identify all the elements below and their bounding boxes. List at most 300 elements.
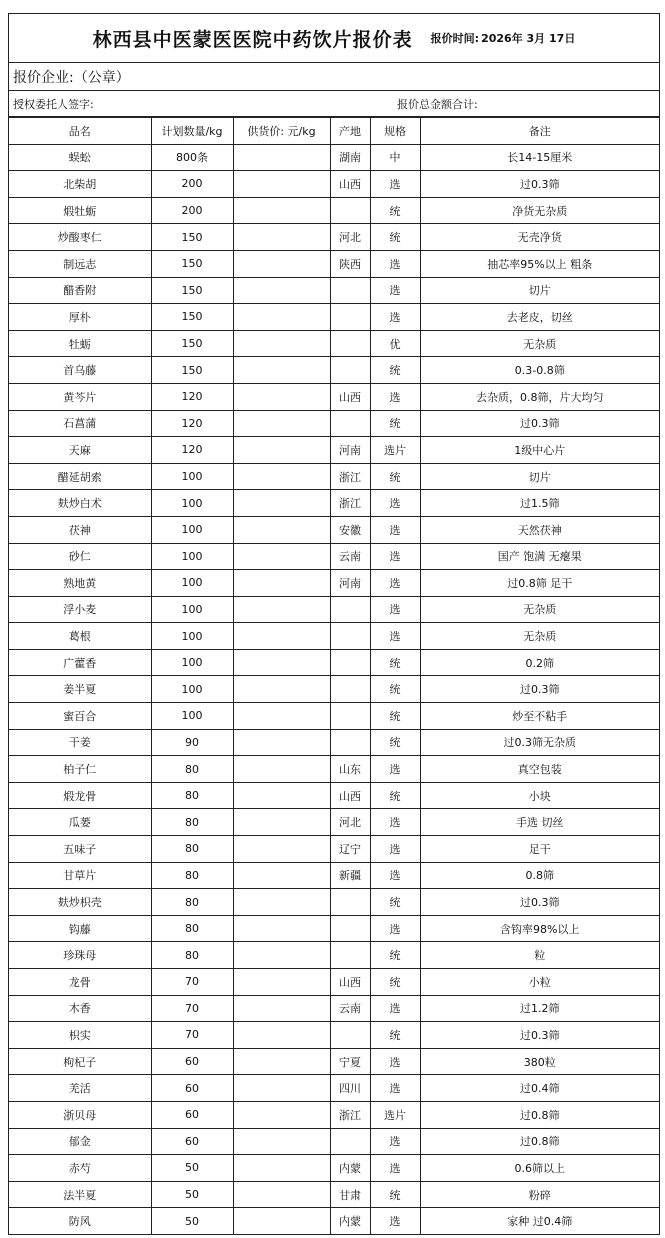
- cell-remarks: 粉碎: [420, 1181, 659, 1208]
- cell-quantity: 80: [151, 889, 233, 916]
- cell-origin: [330, 1128, 370, 1155]
- cell-quantity: 80: [151, 836, 233, 863]
- cell-quantity: 80: [151, 942, 233, 969]
- cell-remarks: 天然茯神: [420, 516, 659, 543]
- column-header-quantity: 计划数量/kg: [151, 118, 233, 145]
- table-row: [9, 676, 659, 703]
- cell-price[interactable]: [233, 1128, 330, 1155]
- cell-price[interactable]: [233, 1048, 330, 1075]
- price-sheet: [8, 13, 660, 1235]
- table-row: [9, 649, 659, 676]
- cell-origin: 浙江: [330, 463, 370, 490]
- cell-spec: 统: [370, 782, 420, 809]
- cell-remarks: 过0.3筛: [420, 676, 659, 703]
- cell-remarks: 切片: [420, 463, 659, 490]
- cell-quantity: 80: [151, 809, 233, 836]
- cell-remarks: 切片: [420, 277, 659, 304]
- date-value: 2026年 3月 17日: [481, 32, 576, 45]
- cell-remarks: 1级中心片: [420, 437, 659, 464]
- cell-price[interactable]: [233, 756, 330, 783]
- cell-spec: 选: [370, 1208, 420, 1235]
- cell-origin: 河南: [330, 437, 370, 464]
- cell-name: 瓜蒌: [9, 809, 151, 836]
- cell-remarks: 过0.3筛: [420, 889, 659, 916]
- cell-remarks: 过0.8筛: [420, 1128, 659, 1155]
- cell-quantity: 150: [151, 330, 233, 357]
- cell-remarks: 家种 过0.4筛: [420, 1208, 659, 1235]
- table-row: [9, 596, 659, 623]
- cell-spec: 选: [370, 809, 420, 836]
- cell-origin: 甘肃: [330, 1181, 370, 1208]
- cell-name: 蜜百合: [9, 703, 151, 730]
- cell-name: 法半夏: [9, 1181, 151, 1208]
- cell-name: 羌活: [9, 1075, 151, 1102]
- cell-quantity: 100: [151, 596, 233, 623]
- cell-quantity: 100: [151, 490, 233, 517]
- cell-spec: 统: [370, 463, 420, 490]
- cell-price[interactable]: [233, 862, 330, 889]
- cell-origin: 山西: [330, 969, 370, 996]
- cell-spec: 选: [370, 756, 420, 783]
- cell-name: 煅龙骨: [9, 782, 151, 809]
- cell-origin: 辽宁: [330, 836, 370, 863]
- cell-price[interactable]: [233, 1181, 330, 1208]
- cell-quantity: 80: [151, 862, 233, 889]
- cell-name: 茯神: [9, 516, 151, 543]
- cell-quantity: 60: [151, 1101, 233, 1128]
- cell-name: 赤芍: [9, 1155, 151, 1182]
- table-row: [9, 463, 659, 490]
- cell-price[interactable]: [233, 649, 330, 676]
- cell-origin: 宁夏: [330, 1048, 370, 1075]
- cell-origin: [330, 649, 370, 676]
- cell-quantity: 90: [151, 729, 233, 756]
- cell-origin: [330, 330, 370, 357]
- cell-name: 厚朴: [9, 304, 151, 331]
- table-row: [9, 1022, 659, 1049]
- cell-origin: 河北: [330, 224, 370, 251]
- cell-remarks: 过0.8筛: [420, 1101, 659, 1128]
- cell-name: 北柴胡: [9, 171, 151, 198]
- cell-quantity: 80: [151, 756, 233, 783]
- cell-price[interactable]: [233, 623, 330, 650]
- cell-spec: 选: [370, 1075, 420, 1102]
- cell-spec: 优: [370, 330, 420, 357]
- cell-price[interactable]: [233, 1208, 330, 1235]
- cell-price[interactable]: [233, 383, 330, 410]
- table-row: [9, 1075, 659, 1102]
- table-row: [9, 889, 659, 916]
- table-row: [9, 862, 659, 889]
- cell-price[interactable]: [233, 516, 330, 543]
- cell-price[interactable]: [233, 410, 330, 437]
- cell-name: 龙骨: [9, 969, 151, 996]
- cell-quantity: 60: [151, 1048, 233, 1075]
- cell-quantity: 80: [151, 782, 233, 809]
- cell-origin: 安徽: [330, 516, 370, 543]
- cell-origin: [330, 410, 370, 437]
- cell-price[interactable]: [233, 463, 330, 490]
- cell-remarks: 净货无杂质: [420, 197, 659, 224]
- cell-spec: 选: [370, 304, 420, 331]
- cell-quantity: 70: [151, 995, 233, 1022]
- cell-name: 郁金: [9, 1128, 151, 1155]
- cell-quantity: 120: [151, 383, 233, 410]
- sheet-title: 林西县中医蒙医医院中药饮片报价表: [92, 28, 413, 51]
- cell-spec: 统: [370, 889, 420, 916]
- cell-price[interactable]: [233, 889, 330, 916]
- cell-price[interactable]: [233, 809, 330, 836]
- cell-spec: 选: [370, 1155, 420, 1182]
- cell-origin: [330, 703, 370, 730]
- cell-origin: [330, 623, 370, 650]
- cell-quantity: 50: [151, 1208, 233, 1235]
- cell-remarks: 去杂质，0.8筛，片大均匀: [420, 383, 659, 410]
- cell-price[interactable]: [233, 676, 330, 703]
- cell-spec: 选: [370, 995, 420, 1022]
- table-row: [9, 277, 659, 304]
- cell-price[interactable]: [233, 277, 330, 304]
- cell-price[interactable]: [233, 304, 330, 331]
- cell-remarks: 小块: [420, 782, 659, 809]
- cell-spec: 统: [370, 676, 420, 703]
- cell-origin: 河北: [330, 809, 370, 836]
- cell-origin: [330, 915, 370, 942]
- cell-price[interactable]: [233, 570, 330, 597]
- cell-price[interactable]: [233, 1075, 330, 1102]
- cell-name: 珍珠母: [9, 942, 151, 969]
- cell-quantity: 150: [151, 224, 233, 251]
- cell-price[interactable]: [233, 596, 330, 623]
- cell-name: 甘草片: [9, 862, 151, 889]
- table-row: [9, 756, 659, 783]
- cell-origin: [330, 676, 370, 703]
- cell-spec: 选: [370, 383, 420, 410]
- cell-remarks: 手选 切丝: [420, 809, 659, 836]
- table-row: [9, 437, 659, 464]
- cell-quantity: 100: [151, 516, 233, 543]
- cell-name: 浙贝母: [9, 1101, 151, 1128]
- cell-spec: 选: [370, 1048, 420, 1075]
- cell-remarks: 0.2筛: [420, 649, 659, 676]
- cell-quantity: 70: [151, 1022, 233, 1049]
- cell-name: 天麻: [9, 437, 151, 464]
- table-row: [9, 224, 659, 251]
- cell-quantity: 100: [151, 543, 233, 570]
- cell-quantity: 200: [151, 197, 233, 224]
- table-row: [9, 357, 659, 384]
- cell-name: 首乌藤: [9, 357, 151, 384]
- cell-price[interactable]: [233, 1022, 330, 1049]
- cell-quantity: 60: [151, 1128, 233, 1155]
- table-row: [9, 703, 659, 730]
- cell-remarks: 无杂质: [420, 596, 659, 623]
- table-row: [9, 1155, 659, 1182]
- cell-origin: 四川: [330, 1075, 370, 1102]
- cell-spec: 选: [370, 570, 420, 597]
- cell-name: 葛根: [9, 623, 151, 650]
- cell-origin: 云南: [330, 995, 370, 1022]
- cell-name: 干姜: [9, 729, 151, 756]
- table-row: [9, 623, 659, 650]
- cell-price[interactable]: [233, 330, 330, 357]
- cell-price[interactable]: [233, 490, 330, 517]
- table-row: [9, 410, 659, 437]
- cell-price[interactable]: [233, 224, 330, 251]
- cell-quantity: 150: [151, 304, 233, 331]
- cell-origin: 新疆: [330, 862, 370, 889]
- cell-remarks: 真空包装: [420, 756, 659, 783]
- cell-quantity: 100: [151, 623, 233, 650]
- cell-price[interactable]: [233, 543, 330, 570]
- cell-remarks: 国产 饱满 无瘪果: [420, 543, 659, 570]
- cell-name: 麸炒白术: [9, 490, 151, 517]
- cell-origin: [330, 304, 370, 331]
- cell-spec: 统: [370, 1022, 420, 1049]
- cell-quantity: 200: [151, 171, 233, 198]
- cell-spec: 统: [370, 224, 420, 251]
- cell-price[interactable]: [233, 915, 330, 942]
- cell-name: 五味子: [9, 836, 151, 863]
- cell-origin: 山西: [330, 782, 370, 809]
- table-row: [9, 490, 659, 517]
- table-row: [9, 516, 659, 543]
- table-row: [9, 809, 659, 836]
- cell-quantity: 120: [151, 437, 233, 464]
- cell-name: 浮小麦: [9, 596, 151, 623]
- cell-spec: 统: [370, 729, 420, 756]
- table-body: [9, 144, 659, 1234]
- cell-origin: [330, 197, 370, 224]
- table-row: [9, 171, 659, 198]
- cell-name: 熟地黄: [9, 570, 151, 597]
- cell-quantity: 100: [151, 676, 233, 703]
- cell-name: 砂仁: [9, 543, 151, 570]
- cell-remarks: 无杂质: [420, 330, 659, 357]
- cell-spec: 选: [370, 836, 420, 863]
- cell-price[interactable]: [233, 357, 330, 384]
- cell-price[interactable]: [233, 995, 330, 1022]
- cell-name: 制远志: [9, 250, 151, 277]
- table-row: [9, 144, 659, 171]
- cell-name: 钩藤: [9, 915, 151, 942]
- cell-origin: 浙江: [330, 490, 370, 517]
- cell-remarks: 含钩率98%以上: [420, 915, 659, 942]
- cell-spec: 选: [370, 1128, 420, 1155]
- cell-origin: [330, 277, 370, 304]
- cell-remarks: 0.6筛以上: [420, 1155, 659, 1182]
- cell-price[interactable]: [233, 969, 330, 996]
- cell-remarks: 过0.3筛: [420, 171, 659, 198]
- cell-quantity: 50: [151, 1155, 233, 1182]
- cell-price[interactable]: [233, 171, 330, 198]
- cell-quantity: 50: [151, 1181, 233, 1208]
- cell-spec: 选片: [370, 437, 420, 464]
- cell-price[interactable]: [233, 782, 330, 809]
- cell-remarks: 炒至不粘手: [420, 703, 659, 730]
- cell-origin: 内蒙: [330, 1155, 370, 1182]
- cell-quantity: 150: [151, 250, 233, 277]
- title-row: [9, 14, 659, 63]
- cell-remarks: 过0.3筛: [420, 410, 659, 437]
- table-row: [9, 915, 659, 942]
- cell-origin: [330, 889, 370, 916]
- cell-name: 牡蛎: [9, 330, 151, 357]
- cell-origin: [330, 1022, 370, 1049]
- cell-origin: 河南: [330, 570, 370, 597]
- cell-remarks: 抽芯率95%以上 粗条: [420, 250, 659, 277]
- cell-origin: 浙江: [330, 1101, 370, 1128]
- cell-spec: 选: [370, 862, 420, 889]
- cell-spec: 选: [370, 543, 420, 570]
- cell-spec: 统: [370, 703, 420, 730]
- cell-origin: 山西: [330, 171, 370, 198]
- cell-spec: 统: [370, 649, 420, 676]
- cell-quantity: 800条: [151, 144, 233, 171]
- cell-name: 木香: [9, 995, 151, 1022]
- cell-quantity: 150: [151, 357, 233, 384]
- cell-quantity: 100: [151, 463, 233, 490]
- table-row: [9, 1048, 659, 1075]
- cell-origin: [330, 596, 370, 623]
- cell-price[interactable]: [233, 1155, 330, 1182]
- cell-remarks: 0.8筛: [420, 862, 659, 889]
- table-row: [9, 729, 659, 756]
- cell-name: 石菖蒲: [9, 410, 151, 437]
- cell-quantity: 120: [151, 410, 233, 437]
- cell-remarks: 无壳净货: [420, 224, 659, 251]
- company-row: [9, 63, 659, 91]
- cell-remarks: 过0.3筛无杂质: [420, 729, 659, 756]
- cell-name: 醋延胡索: [9, 463, 151, 490]
- cell-name: 煅牡蛎: [9, 197, 151, 224]
- cell-quantity: 60: [151, 1075, 233, 1102]
- cell-spec: 统: [370, 1181, 420, 1208]
- cell-price[interactable]: [233, 144, 330, 171]
- cell-origin: 内蒙: [330, 1208, 370, 1235]
- cell-price[interactable]: [233, 250, 330, 277]
- cell-quantity: 100: [151, 703, 233, 730]
- cell-spec: 统: [370, 410, 420, 437]
- table-row: [9, 1181, 659, 1208]
- table-row: [9, 543, 659, 570]
- total-amount-label: 报价总金额合计:: [397, 97, 478, 111]
- column-header-name: 品名: [9, 118, 151, 145]
- table-row: [9, 1128, 659, 1155]
- sign-row: [9, 91, 659, 117]
- cell-spec: 统: [370, 942, 420, 969]
- cell-name: 黄芩片: [9, 383, 151, 410]
- cell-spec: 中: [370, 144, 420, 171]
- cell-remarks: 过0.8筛 足干: [420, 570, 659, 597]
- date-label: 报价时间:: [430, 32, 480, 45]
- cell-quantity: 80: [151, 915, 233, 942]
- cell-remarks: 小粒: [420, 969, 659, 996]
- cell-origin: 云南: [330, 543, 370, 570]
- cell-remarks: 粒: [420, 942, 659, 969]
- table-row: [9, 197, 659, 224]
- cell-name: 枳实: [9, 1022, 151, 1049]
- table-row: [9, 969, 659, 996]
- cell-spec: 选: [370, 171, 420, 198]
- table-row: [9, 836, 659, 863]
- cell-remarks: 过1.2筛: [420, 995, 659, 1022]
- cell-price[interactable]: [233, 942, 330, 969]
- cell-price[interactable]: [233, 197, 330, 224]
- cell-origin: 山东: [330, 756, 370, 783]
- cell-spec: 选: [370, 623, 420, 650]
- cell-spec: 选: [370, 915, 420, 942]
- column-header-origin: 产地: [330, 118, 370, 145]
- cell-quantity: 100: [151, 649, 233, 676]
- cell-name: 柏子仁: [9, 756, 151, 783]
- cell-price[interactable]: [233, 729, 330, 756]
- cell-spec: 统: [370, 197, 420, 224]
- cell-spec: 统: [370, 357, 420, 384]
- cell-quantity: 70: [151, 969, 233, 996]
- cell-spec: 选: [370, 490, 420, 517]
- cell-spec: 统: [370, 969, 420, 996]
- table-row: [9, 942, 659, 969]
- table-header-row: [9, 118, 659, 145]
- cell-remarks: 长14-15厘米: [420, 144, 659, 171]
- cell-origin: [330, 357, 370, 384]
- column-header-remarks: 备注: [420, 118, 659, 145]
- cell-quantity: 100: [151, 570, 233, 597]
- cell-spec: 选片: [370, 1101, 420, 1128]
- cell-origin: 陕西: [330, 250, 370, 277]
- cell-origin: 湖南: [330, 144, 370, 171]
- cell-quantity: 150: [151, 277, 233, 304]
- cell-price[interactable]: [233, 437, 330, 464]
- cell-remarks: 足干: [420, 836, 659, 863]
- signature-label: 授权委托人签字:: [13, 97, 94, 111]
- cell-spec: 选: [370, 277, 420, 304]
- cell-name: 姜半夏: [9, 676, 151, 703]
- cell-remarks: 无杂质: [420, 623, 659, 650]
- cell-name: 麸炒枳壳: [9, 889, 151, 916]
- table-row: [9, 782, 659, 809]
- table-row: [9, 304, 659, 331]
- table-row: [9, 1101, 659, 1128]
- price-table: [9, 117, 659, 1235]
- cell-origin: [330, 729, 370, 756]
- column-header-price: 供货价: 元/kg: [233, 118, 330, 145]
- cell-price[interactable]: [233, 1101, 330, 1128]
- table-row: [9, 1208, 659, 1235]
- table-row: [9, 570, 659, 597]
- cell-name: 炒酸枣仁: [9, 224, 151, 251]
- cell-price[interactable]: [233, 836, 330, 863]
- cell-origin: [330, 942, 370, 969]
- table-row: [9, 995, 659, 1022]
- table-row: [9, 383, 659, 410]
- cell-origin: 山西: [330, 383, 370, 410]
- company-label: 报价企业:（公章）: [13, 69, 130, 86]
- cell-price[interactable]: [233, 703, 330, 730]
- cell-remarks: 过0.4筛: [420, 1075, 659, 1102]
- cell-remarks: 过1.5筛: [420, 490, 659, 517]
- column-header-spec: 规格: [370, 118, 420, 145]
- cell-remarks: 过0.3筛: [420, 1022, 659, 1049]
- cell-name: 防风: [9, 1208, 151, 1235]
- cell-name: 广藿香: [9, 649, 151, 676]
- cell-name: 蜈蚣: [9, 144, 151, 171]
- cell-spec: 选: [370, 516, 420, 543]
- cell-name: 枸杞子: [9, 1048, 151, 1075]
- cell-remarks: 380粒: [420, 1048, 659, 1075]
- cell-name: 醋香附: [9, 277, 151, 304]
